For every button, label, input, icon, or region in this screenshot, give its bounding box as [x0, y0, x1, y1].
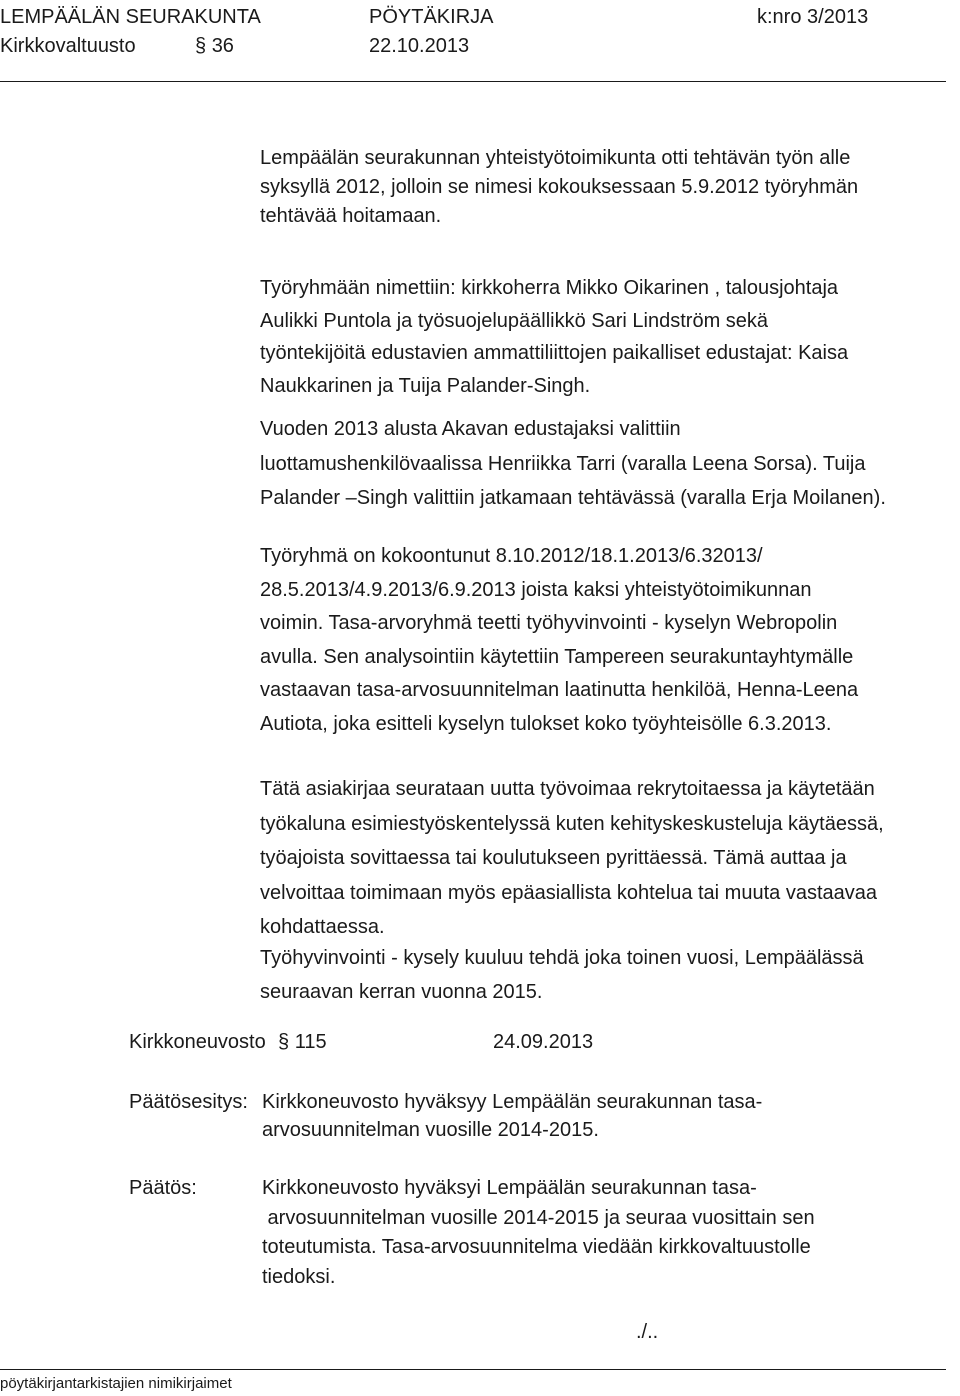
paragraph-1: Lempäälän seurakunnan yhteistyötoimikunta otti tehtävän työn alle syksyllä 2012, jolloin se nimesi kokouksessaan 5.9.2012 työryhmän tehtävää hoitamaan.: [260, 147, 859, 227]
header-rule: [0, 81, 946, 82]
paragraph-5: Tätä asiakirjaa seurataan uutta työvoimaa rekrytoitaessa ja käytetään työkaluna esimiestyöskentelyssä kuten kehityskeskusteluja käytäessä, työajoista sovittaessa tai koulutukseen pyrittäessä. Tämä auttaa ja velvoittaa toimimaan myös epäasiallista kohtelua tai muuta vastaavaa kohdattaessa.: [260, 778, 884, 939]
meeting-body: Kirkkovaltuusto: [0, 35, 136, 57]
decision-label: Päätös:: [129, 1177, 197, 1199]
section2-number: § 115: [278, 1031, 327, 1053]
section2-date: 24.09.2013: [493, 1031, 594, 1053]
paragraph-4: Työryhmä on kokoontunut 8.10.2012/18.1.2013/6.32013/ 28.5.2013/4.9.2013/6.9.2013 joista kaksi yhteistyötoimikunnan voimin. Tasa-arvoryhmä teetti työhyvinvointi - kyselyn Webropolin avulla. Sen analysointiin käytettiin Tampereen seurakuntayhtymälle vastaavan tasa-arvosuunnitelman laatinutta henkilöä, Henna-Leena Autiota, joka esitteli kyselyn tulokset koko työyhteisölle 6.3.2013.: [260, 545, 859, 735]
paragraph-2: Työryhmään nimettiin: kirkkoherra Mikko Oikarinen , talousjohtaja Aulikki Puntola ja työsuojelupäällikkö Sari Lindström sekä työntekijöitä edustavien ammattiliittojen paikalliset edustajat: Kaisa Naukkarinen ja Tuija Palander-Singh.: [260, 277, 849, 397]
doc-number: k:nro 3/2013: [757, 6, 869, 28]
org-name: LEMPÄÄLÄN SEURAKUNTA: [0, 6, 261, 28]
footer-rule: [0, 1369, 946, 1370]
proposal-text: Kirkkoneuvosto hyväksyy Lempäälän seurakunnan tasa- arvosuunnitelman vuosille 2014-2015.: [262, 1091, 763, 1141]
paragraph-6: Työhyvinvointi - kysely kuuluu tehdä joka toinen vuosi, Lempäälässä seuraavan kerran vuonna 2015.: [260, 947, 864, 1003]
meeting-date: 22.10.2013: [369, 35, 470, 57]
doc-type: PÖYTÄKIRJA: [369, 6, 494, 28]
section-number: § 36: [195, 35, 234, 57]
footer-initials-label: pöytäkirjantarkistajien nimikirjaimet: [0, 1375, 232, 1392]
continuation-mark: ./..: [636, 1321, 659, 1343]
section2-body: Kirkkoneuvosto: [129, 1031, 266, 1053]
proposal-label: Päätösesitys:: [129, 1091, 248, 1113]
paragraph-3: Vuoden 2013 alusta Akavan edustajaksi valittiin luottamushenkilövaalissa Henriikka Tarri (varalla Leena Sorsa). Tuija Palander –Singh valittiin jatkamaan tehtävässä (varalla Erja Moilanen).: [260, 418, 886, 509]
decision-text: Kirkkoneuvosto hyväksyi Lempäälän seurakunnan tasa- arvosuunnitelman vuosille 2014-2015 ja seuraa vuosittain sen toteutumista. Tasa-arvosuunnitelma viedään kirkkovaltuustolle tiedoksi.: [262, 1177, 815, 1288]
